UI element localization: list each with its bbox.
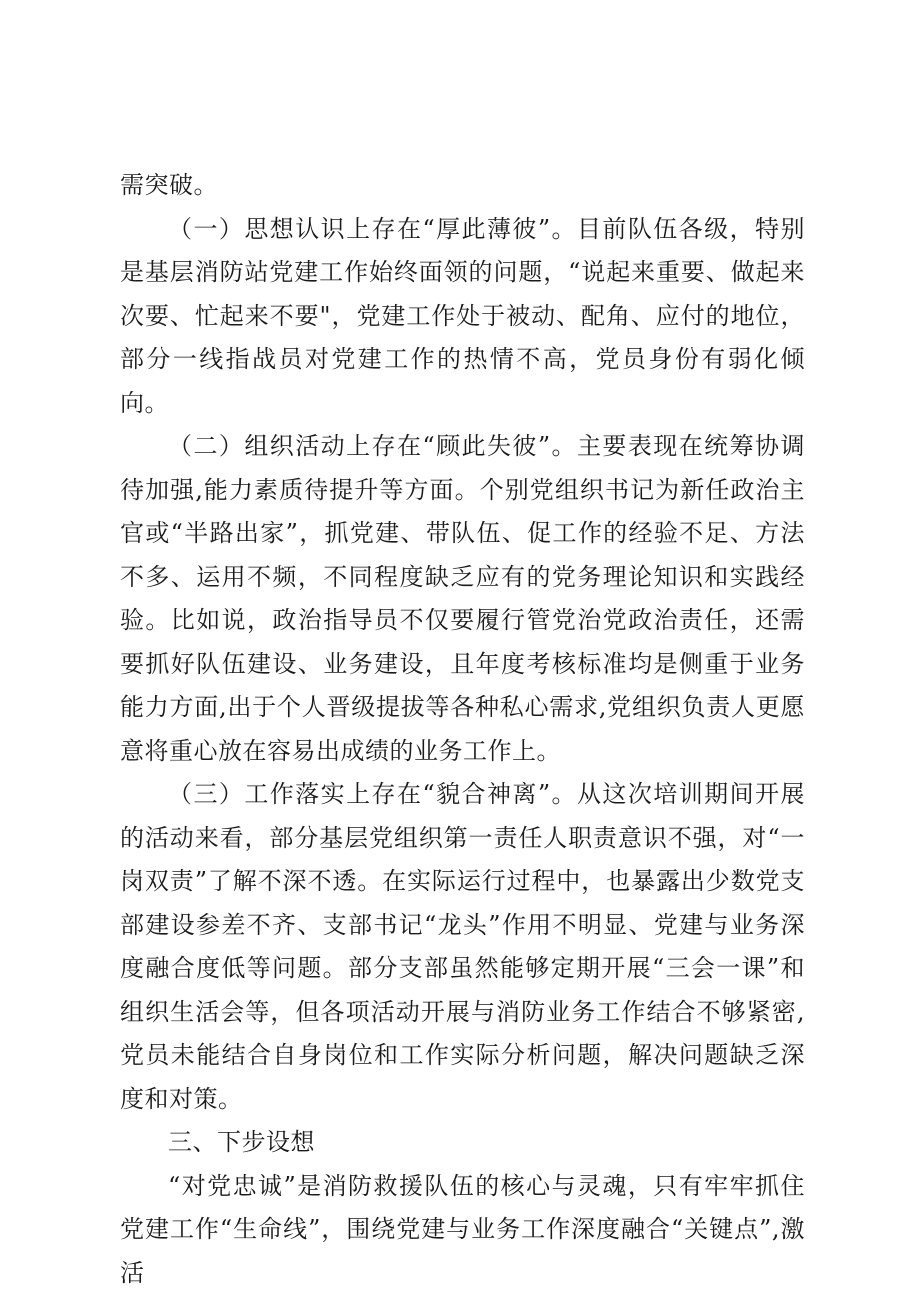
document-body <box>120 164 805 1295</box>
paragraph-section-3: （三）工作落实上存在“貌合神离”。从这次培训期间开展的活动来看，部分基层党组织第一责任人职责意识不强，对“一岗双责”了解不深不透。在实际运行过程中，也暴露出少数党支部建设参差不齐、支部书记“龙头”作用不明显、党建与业务深度融合度低等问题。部分支部虽然能够定期开展“三会一课”和组织生活会等，但各项活动开展与消防业务工作结合不够紧密,党员未能结合自身岗位和工作实际分析问题，解决问题缺乏深度和对策。 <box>120 780 805 1113</box>
paragraph-section-1: （一）思想认识上存在“厚此薄彼”。目前队伍各级，特别是基层消防站党建工作始终面领的问题，“说起来重要、做起来次要、忙起来不要"，党建工作处于被动、配角、应付的地位，部分一线指战员对党建工作的热情不高，党员身份有弱化倾向。 <box>120 214 805 417</box>
paragraph-continuation: 需突破。 <box>120 171 218 199</box>
paragraph-next-steps: “对党忠诚”是消防救援队伍的核心与灵魂，只有牢牢抓住党建工作“生命线”，围绕党建与业务工作深度融合“关键点”,激活 <box>120 1171 805 1287</box>
paragraph-section-2: （二）组织活动上存在“顾此失彼”。主要表现在统筹协调待加强,能力素质待提升等方面。个别党组织书记为新任政治主官或“半路出家”，抓党建、带队伍、促工作的经验不足、方法不多、运用不频，不同程度缺乏应有的党务理论知识和实践经验。比如说，政治指导员不仅要履行管党治党政治责任，还需要抓好队伍建设、业务建设，且年度考核标准均是侧重于业务能力方面,出于个人晋级提拔等各种私心需求,党组织负责人更愿意将重心放在容易出成绩的业务工作上。 <box>120 432 805 765</box>
section-heading-next-steps: 三、下步设想 <box>168 1128 315 1156</box>
